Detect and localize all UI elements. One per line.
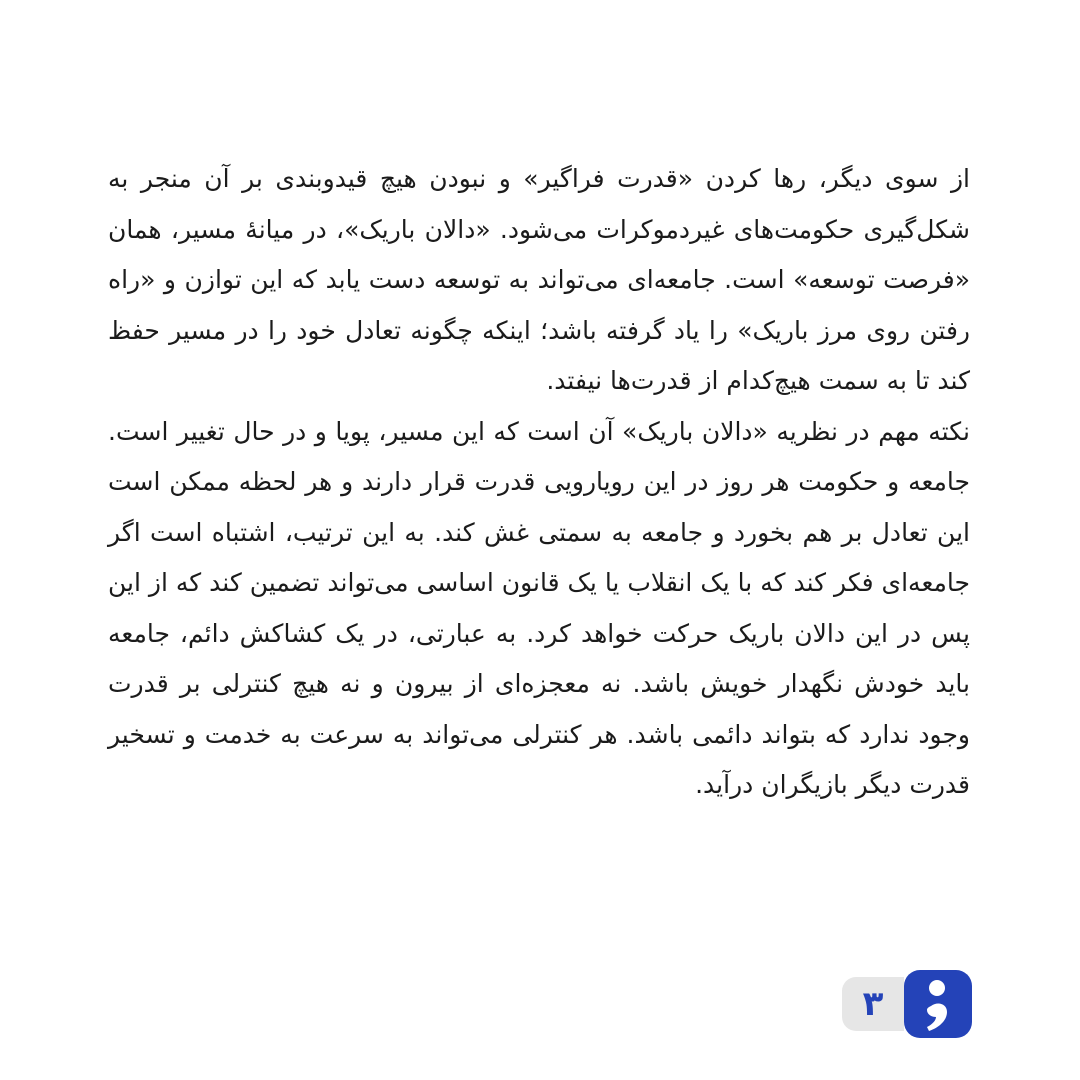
page-number: ۳ <box>862 984 884 1024</box>
article-body <box>108 154 970 811</box>
comma-logo-icon <box>904 970 972 1038</box>
comma-logo-glyph <box>904 970 972 1038</box>
page-footer <box>842 970 972 1038</box>
page-number-badge <box>842 977 904 1031</box>
paragraph-2: نکته مهم در نظریه «دالان باریک» آن است که این مسیر، پویا و در حال تغییر است. جامعه و حکومت هر روز در این رویارویی قدرت قرار دارند و هر لحظه ممکن است این تعادل بر هم بخورد و جامعه به سمتی غش کند. به این ترتیب، اشتباه است اگر جامعه‌ای فکر کند که با یک انقلاب یا یک قانون اساسی می‌تواند تضمین کند که از این پس در این دالان باریک حرکت خواهد کرد. به عبارتی، در یک کشاکش دائم، جامعه باید خودش نگهدار خویش باشد. نه معجزه‌ای از بیرون و نه هیچ کنترلی بر قدرت وجود ندارد که بتواند دائمی باشد. هر کنترلی می‌تواند به سرعت به خدمت و تسخیر قدرت دیگر بازیگران درآید. <box>108 416 970 799</box>
paragraph-1: از سوی دیگر، رها کردن «قدرت فراگیر» و نبودن هیچ قیدوبندی بر آن منجر به شکل‌گیری حکومت‌های غیردموکرات می‌شود. «دالان باریک»، در میانهٔ مسیر، همان «فرصت توسعه» است. جامعه‌ای می‌تواند به توسعه دست یابد که این توازن و «راه رفتن روی مرز باریک» را یاد گرفته باشد؛ اینکه چگونه تعادل خود را در مسیر حفظ کند تا به سمت هیچ‌کدام از قدرت‌ها نیفتد. <box>108 164 970 395</box>
